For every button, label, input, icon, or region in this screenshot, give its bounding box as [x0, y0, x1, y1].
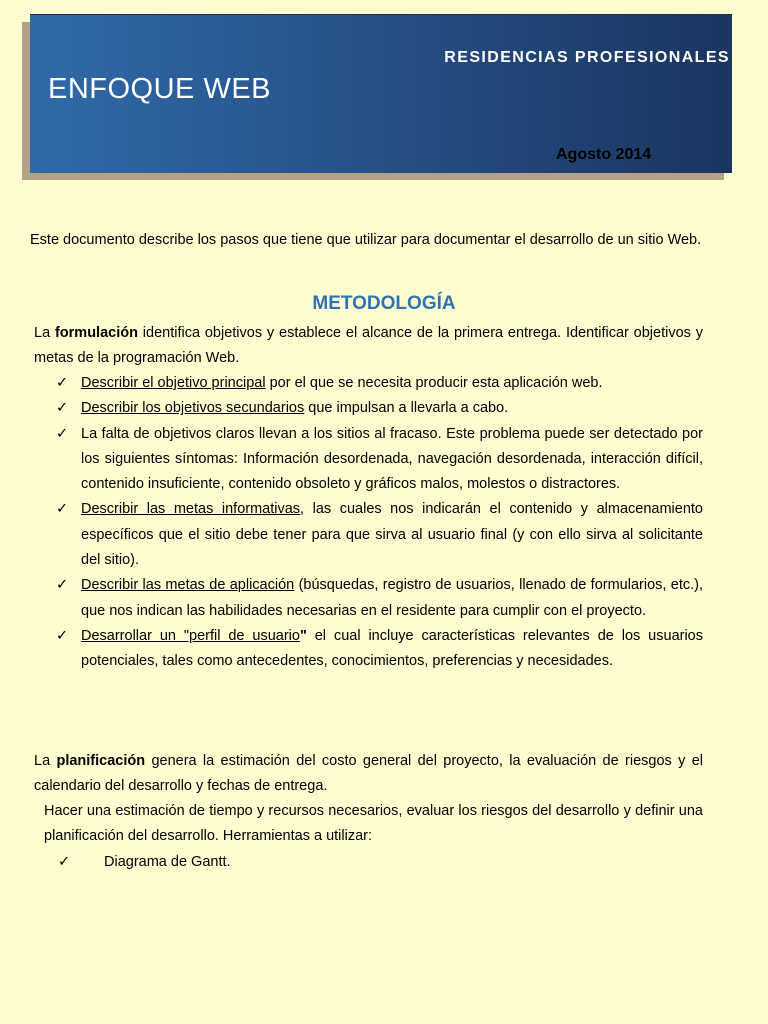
document-title: ENFOQUE WEB — [48, 73, 272, 105]
checkmark-icon: ✓ — [56, 400, 69, 417]
checkmark-icon: ✓ — [56, 501, 69, 518]
planificacion-paragraph — [34, 749, 703, 800]
checkmark-icon: ✓ — [56, 375, 69, 391]
methodology-checklist — [34, 371, 703, 675]
intro-paragraph: Este documento describe los pasos que tiene que utilizar para documentar el desarrollo de un sitio Web. — [30, 232, 702, 248]
list-item — [34, 396, 703, 421]
list-item — [34, 573, 703, 624]
list-item — [34, 624, 703, 675]
formulacion-text: identifica objetivos y establece el alcance de la primera entrega. Identificar objetivos y metas de la programación Web. — [34, 325, 703, 367]
checkmark-icon: ✓ — [58, 854, 71, 870]
item-link-text: Describir las metas informativas — [81, 501, 301, 518]
banner-subtitle: RESIDENCIAS PROFESIONALES — [444, 49, 730, 66]
document-date: Agosto 2014 — [556, 146, 652, 163]
planificacion-prefix: La — [34, 753, 57, 769]
header-banner — [30, 14, 732, 173]
planificacion-text: genera la estimación del costo general del proyecto, la evaluación de riesgos y el calendario del desarrollo y fechas de entrega. — [34, 753, 703, 795]
item-text: que impulsan a llevarla a cabo. — [304, 400, 509, 417]
item-bold-quote: " — [299, 627, 307, 644]
item-text: el cual incluye características relevantes de los usuarios potenciales, tales como antecedentes, conocimientos, preferencias y necesidades. — [81, 627, 703, 670]
formulacion-paragraph — [34, 321, 703, 372]
tool-label: Diagrama de Gantt. — [104, 854, 231, 870]
item-link-text: Describir los objetivos secundarios — [81, 400, 305, 417]
item-text: por el que se necesita producir esta aplicación web. — [265, 375, 603, 391]
checkmark-icon: ✓ — [56, 577, 69, 594]
planificacion-detail: Hacer una estimación de tiempo y recursos necesarios, evaluar los riesgos del desarrollo y definir una planificación del desarrollo. Herramientas a utilizar: — [44, 803, 703, 845]
list-item — [34, 497, 703, 573]
item-link-text: Desarrollar un "perfil de usuario — [81, 627, 300, 644]
item-text: La falta de objetivos claros llevan a los sitios al fracaso. Este problema puede ser detectado por los siguientes síntomas: Información desordenada, navegación desordenada, interacción difícil, contenido insuficiente, contenido obsoleto y gráficos malos, molestos o distractores. — [81, 425, 703, 493]
item-link-text: Describir las metas de aplicación — [81, 577, 295, 594]
formulacion-prefix: La — [34, 325, 55, 341]
checkmark-icon: ✓ — [56, 425, 69, 442]
item-text: (búsquedas, registro de usuarios, llenado de formularios, etc.), que nos indican las habilidades necesarias en el residente para cumplir con el proyecto. — [81, 577, 703, 619]
item-text: , las cuales nos indicarán el contenido y almacenamiento específicos que el sitio debe tener para que sirva al usuario final (y con ello sirva al solicitante del sitio). — [81, 501, 703, 569]
list-item — [34, 371, 703, 396]
item-link-text: Describir el objetivo principal — [81, 375, 266, 391]
list-item — [34, 422, 703, 498]
planificacion-term: planificación — [56, 753, 146, 769]
formulacion-term: formulación — [54, 325, 138, 341]
checkmark-icon: ✓ — [56, 627, 69, 644]
section-heading: METODOLOGÍA — [312, 293, 456, 314]
